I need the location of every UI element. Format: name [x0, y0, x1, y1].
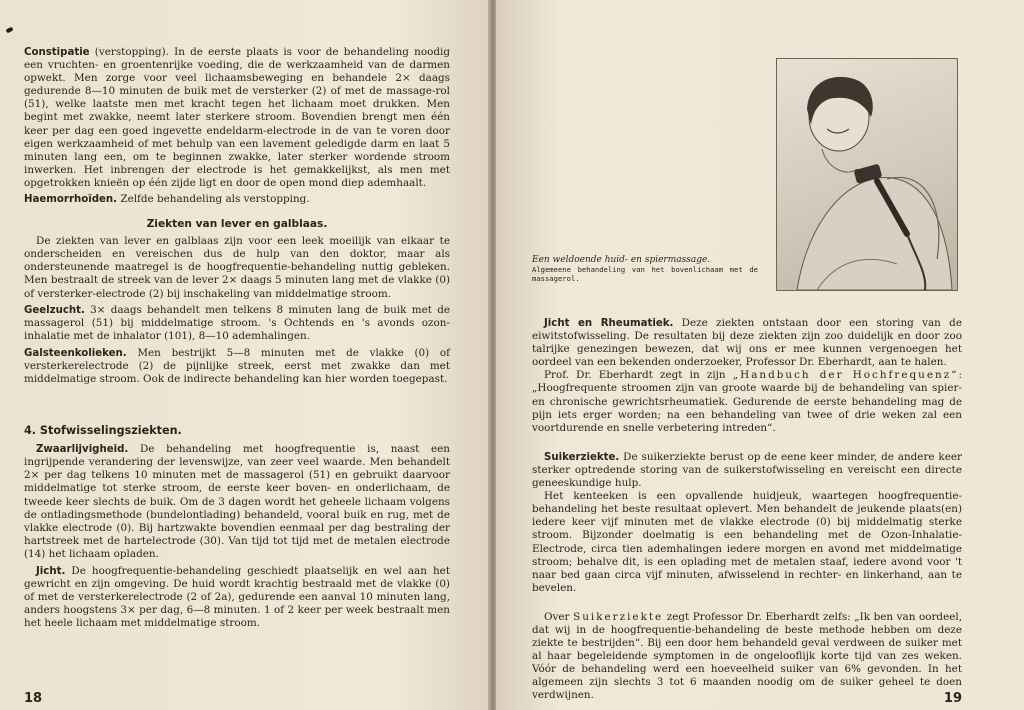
massage-illustration: [776, 58, 958, 291]
jicht-rheumatiek-term: Jicht en Rheumatiek.: [544, 318, 674, 329]
right-page: [496, 0, 1024, 710]
page-number-right: 19: [943, 691, 962, 706]
eberhardt-book-title: „Handbuch der Hochfrequenz“: [732, 369, 959, 382]
over-term: Suikerziekte: [573, 610, 664, 623]
galsteen-text: Men bestrijkt 5—8 minuten met de vlakke (0) of versterkerelectrode (2) de pijnlijke streek, eerst met zwakke dan met middelmatige stroom. Ook de indirecte behandeling kan hier worden toegepast.: [24, 346, 450, 386]
caption-title: Een weldoende huid- en spiermassage.: [532, 255, 711, 265]
jicht-text: De hoogfrequentie-behandeling geschiedt plaatselijk en wel aan het gewricht en zijn omgeving. De huid wordt krachtig bestraald met de vlakke (0) of met de versterkerelectrode (2 of 2a), gedurende een aanval 10 minuten lang, anders hoogstens 3× per dag, 6—8 minuten. 1 of 2 keer per week bestraalt men het heele lichaam met middelmatige stroom.: [24, 565, 450, 630]
eberhardt-quote: : „Hoogfrequente stroomen zijn van groote waarde bij de behandeling van spier- en chronische gewrichtsrheumatiek. Gedurende de eerste behandeling mag de pijn iets erger worden; na een behandeling van twee of drie weken zal een voortdurende en snelle verbetering intreden“.: [532, 369, 962, 434]
constipatie-term: Constipatie: [24, 47, 90, 58]
haemorrhoiden-term: Haemorrhoïden.: [24, 194, 118, 206]
geelzucht-text: 3× daags behandelt men telkens 8 minuten lang de buik met de massagerol (51) bij middelmatige stroom. 's Ochtends en 's avonds ozon-inhalatie met de inhalator (101), 8—10 ademhalingen.: [24, 303, 450, 342]
heading-stofwisseling: 4. Stofwisselingsziekten.: [24, 424, 182, 438]
left-page: [0, 0, 492, 710]
geelzucht-paragraph: [24, 304, 450, 343]
caption-body: Algemeene behandeling van het bovenlichaam met de massagerol.: [532, 265, 758, 283]
jicht-term: Jicht.: [36, 566, 66, 577]
zwaarlijvigheid-paragraph: [24, 443, 450, 561]
haemorrhoiden-text: Zelfde behandeling als verstopping.: [117, 193, 310, 206]
lever-paragraph: De ziekten van lever en galblaas zijn voor een leek moeilijk van elkaar te onderscheiden en vereischen dus de hulp van den doktor, maar als ondersteunende maatregel is de hoogfrequentie-behandeling nuttig gebleken. Men bestraalt de streek van de lever 2× daags 5 minuten lang met de vlakke (0) of versterker-electrode (2) bij inschakeling van middelmatige stroom.: [24, 235, 450, 300]
constipatie-text: (verstopping). In de eerste plaats is voor de behandeling noodig een vruchten- en groentenrijke voeding, die de werkzaamheid van de darmen opwekt. Men zorge voor veel lichaamsbeweging en behandele 2× daags gedurende 8—10 minuten de buik met de versterker (2) of met de massage-rol (51), welke laatste men met kracht tegen het lichaam moet drukken. Men begint met zwakke, neemt later sterkere stroom. Bovendien brengt men één keer per dag een goed ingevette endeldarm-electrode in de van te voren door eigen werkzaamheid of met behulp van een lavement geledigde darm en laat 5 minuten lang een, om te beginnen zwakke, later sterker wordende stroom inwerken. Het inbrengen der electrode is het gemakkelijkst, als men met opgetrokken knieën op één zijde ligt en door de open mond diep ademhaalt.: [24, 46, 450, 189]
galsteen-term: Galsteenkolieken.: [24, 347, 127, 359]
haemorrhoiden-paragraph: [24, 193, 450, 206]
eberhardt-paragraph: [532, 369, 962, 434]
jicht-paragraph: [24, 565, 450, 630]
right-text-column: [532, 317, 962, 703]
over-suikerziekte-paragraph: [532, 611, 962, 703]
woman-massage-drawing: [777, 59, 957, 290]
eberhardt-intro: Prof. Dr. Eberhardt zegt in zijn: [544, 369, 733, 382]
zwaarlijvigheid-term: Zwaarlijvigheid.: [36, 444, 129, 456]
over-text: zegt Professor Dr. Eberhardt zelfs: „Ik ben van oordeel, dat wij in de hoogfrequentie-behandeling de beste methode hebben om deze ziekte te bestrijden“. Bij een door hem behandeld geval verdween de suiker met al haar begeleidende symptomen in de ongelooflijk korte tijd van zes weken. Vóór de behandeling werd een hoeveelheid suiker van 6% gevonden. In het algemeen zijn slechts 3 tot 6 maanden noodig om de suiker geheel te doen verdwijnen.: [532, 610, 963, 702]
figure-caption: [532, 255, 758, 283]
page-number-left: 18: [24, 691, 43, 706]
ink-mark: [5, 27, 13, 34]
jicht-rheumatiek-paragraph: [532, 317, 962, 369]
geelzucht-term: Geelzucht.: [24, 304, 85, 316]
suikerziekte-term: Suikerziekte.: [544, 451, 620, 463]
zwaarlijvigheid-text: De behandeling met hoogfrequentie is, naast een ingrijpende verandering der levenswijze, van zeer veel waarde. Men behandelt 2× per dag telkens 10 minuten met de massagerol (51) en gebruikt daarvoor middelmatige tot sterke stroom, de eerste keer boven- en onderlichaam, de tweede keer slechts de buik. Om de 3 dagen wordt het geheele lichaam volgens de ontladingsmethode (bundelontlading) behandeld, vooral buik en rug, met de vlakke electrode (0). Bij hartzwakte bovendien eenmaal per dag bestraling der hartstreek met de hartelectrode (30). Van tijd tot tijd met de metalen electrode (14) het lichaam opladen.: [24, 443, 450, 560]
suikerziekte-text: De suikerziekte berust op de eene keer minder, de andere keer sterker optredende storing van de suikerstofwisseling en vereischt een directe geneeskundige hulp.: [532, 450, 962, 490]
over-intro: Over: [544, 610, 574, 623]
jicht-rheumatiek-text: Deze ziekten ontstaan door een storing van de eiwitstofwisseling. De resultaten bij deze ziekten zijn zoo duidelijk en door zoo talrijke genezingen bewezen, dat wij ons er mee kunnen vergenoegen het oordeel van een bekenden onderzoeker, Professor Dr. Eberhardt, aan te halen.: [532, 317, 962, 369]
constipatie-paragraph: [24, 46, 450, 190]
suikerziekte-paragraph: [532, 451, 962, 490]
kenteeken-paragraph: Het kenteeken is een opvallende huidjeuk, waartegen hoogfrequentie-behandeling het beste resultaat oplevert. Men behandelt de jeukende plaats(en) iedere keer vijf minuten met de vlakke electrode (0) bij middelmatig sterke stroom. Bijzonder doelmatig is een behandeling met de Ozon-Inhalatie-Electrode, circa tien ademhalingen iedere morgen en avond met middelmatige stroom; behalve dit, is een oplading met de metalen staaf, iedere avond voor 't naar bed gaan circa vijf minuten, afwisselend in rechter- en linkerhand, aan te bevelen.: [532, 490, 962, 594]
heading-lever-galblaas: Ziekten van lever en galblaas.: [146, 218, 328, 231]
galsteen-paragraph: [24, 347, 450, 386]
